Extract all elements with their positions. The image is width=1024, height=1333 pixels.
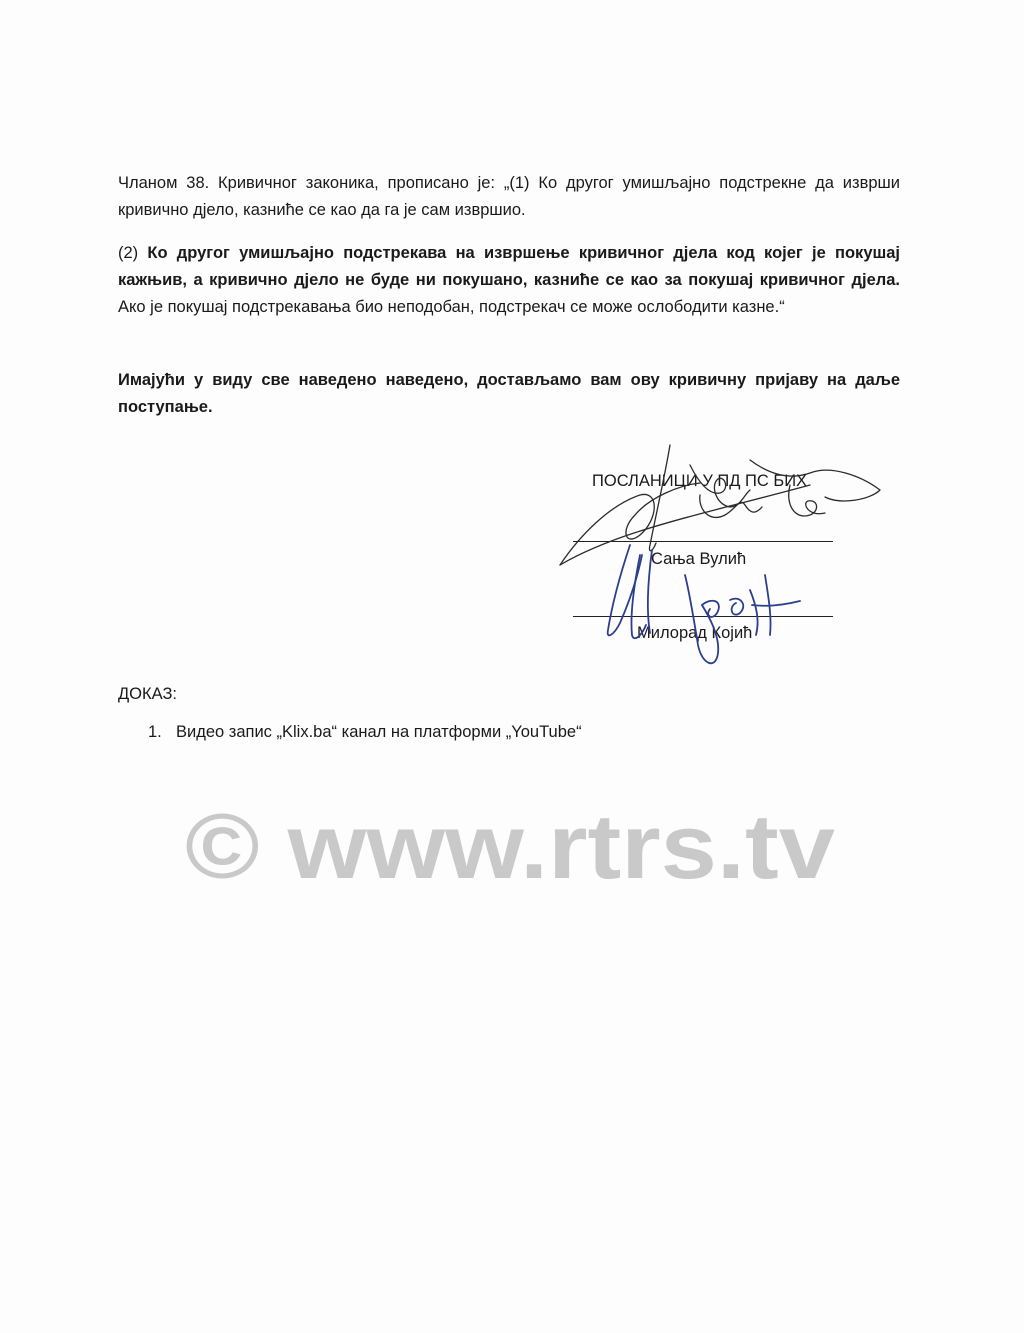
- signature-line-2: [573, 616, 833, 617]
- evidence-item-number: 1.: [148, 723, 162, 741]
- evidence-item: [148, 723, 582, 742]
- signatory-name-2: Милорад Којић: [637, 624, 753, 642]
- paragraph-article-38: Чланом 38. Кривичног законика, прописано је: „(1) Ко другог умишљајно подстрекне да изврши кривично дјело, казниће се као да га је сам извршио.: [118, 174, 900, 219]
- evidence-item-text: Видео запис „Klix.ba“ канал на платформи „YouTube“: [176, 723, 582, 741]
- clause-2-rest-text: Ако је покушај подстрекавања био неподобан, подстрекач се може ослободити казне.“: [118, 298, 785, 316]
- conclusion-bold-text: Имајући у виду све наведено наведено, достављамо вам ову кривичну пријаву на даље поступање.: [118, 371, 900, 416]
- signature-line-1: [573, 541, 833, 542]
- rtrs-watermark: [180, 790, 840, 900]
- evidence-list: [148, 723, 582, 742]
- paragraph-conclusion: [118, 367, 900, 421]
- paragraph-clause-2: [118, 240, 900, 321]
- signatory-name-1: Сања Вулић: [651, 550, 747, 568]
- watermark-text: © www.rtrs.tv: [185, 796, 835, 898]
- signatories-title: ПОСЛАНИЦИ У ПД ПС БИХ: [592, 472, 808, 490]
- clause-2-bold-text: Ко другог умишљајно подстрекава на извршење кривичног дјела код којег је покушај кажњив, а кривично дјело не буде ни покушано, казниће се као за покушај кривичног дјела.: [118, 244, 901, 289]
- clause-2-prefix: (2): [118, 244, 148, 262]
- evidence-heading: ДОКАЗ:: [118, 685, 177, 703]
